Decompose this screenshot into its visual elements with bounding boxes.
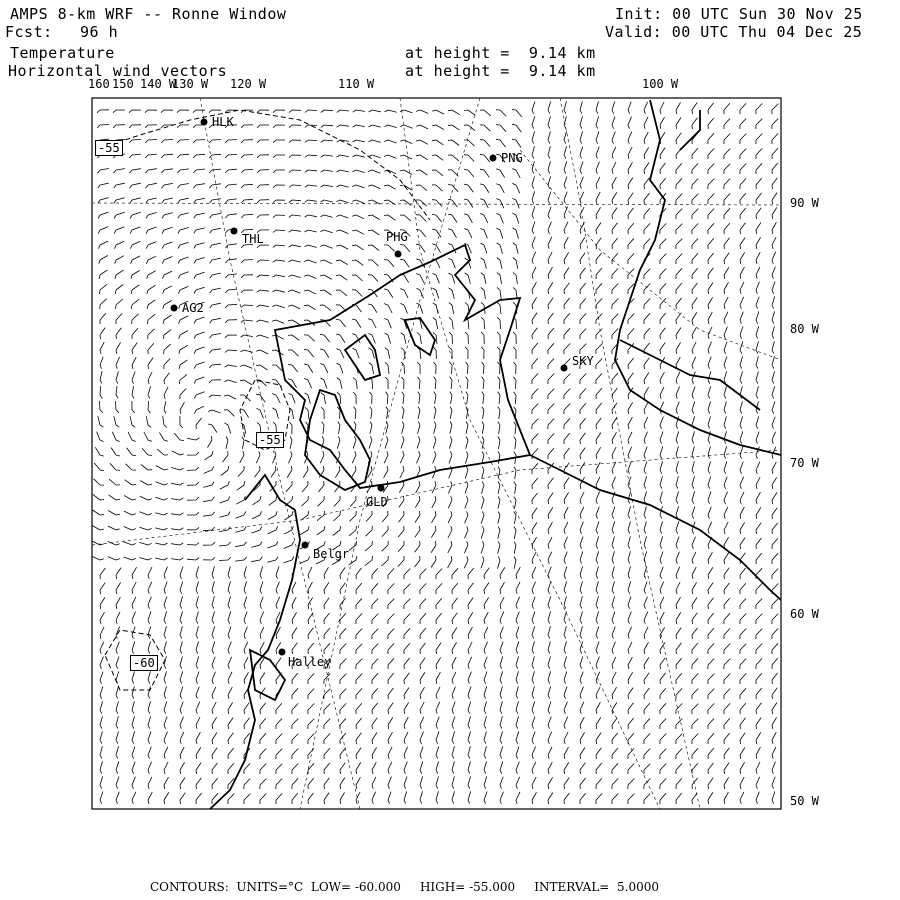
height-2: at height = 9.14 km xyxy=(405,62,596,80)
wind-vectors xyxy=(92,101,779,804)
lat-label: 70 W xyxy=(790,456,819,470)
valid-time: Valid: 00 UTC Thu 04 Dec 25 xyxy=(605,23,863,41)
lat-label: 60 W xyxy=(790,607,819,621)
station-label: THL xyxy=(242,232,264,246)
forecast-label: Fcst: xyxy=(5,23,53,41)
contour-label: -55 xyxy=(95,140,123,156)
contour-label: -60 xyxy=(130,655,158,671)
forecast-value: 96 h xyxy=(80,23,119,41)
station-label: GLD xyxy=(366,495,388,509)
contour-info: CONTOURS: UNITS=°C LOW= -60.000 HIGH= -55.000 INTERVAL= 5.0000 xyxy=(150,880,659,894)
lon-label: 130 W xyxy=(172,77,209,91)
graticule xyxy=(92,98,781,809)
field-wind-vectors: Horizontal wind vectors xyxy=(8,62,228,80)
station-label: PNG xyxy=(501,151,523,165)
model-title: AMPS 8-km WRF -- Ronne Window xyxy=(10,5,287,23)
station-label: AG2 xyxy=(182,301,204,315)
lon-label: 140 W xyxy=(140,77,177,91)
station-label: PHG xyxy=(386,230,408,244)
init-time: Init: 00 UTC Sun 30 Nov 25 xyxy=(615,5,863,23)
station-label: SKY xyxy=(572,354,594,368)
wind-vector-path xyxy=(92,101,779,804)
station-label: Halley xyxy=(288,655,332,669)
contour-label: -55 xyxy=(256,432,284,448)
height-1: at height = 9.14 km xyxy=(405,44,596,62)
station-label: Belgr xyxy=(313,547,350,561)
lat-label: 50 W xyxy=(790,794,819,808)
map-frame xyxy=(92,98,781,809)
station-markers xyxy=(171,119,568,656)
lat-label: 90 W xyxy=(790,196,819,210)
lon-label: 160 xyxy=(88,77,110,91)
lon-label: 150 xyxy=(112,77,134,91)
lon-label: 110 W xyxy=(338,77,375,91)
lat-label: 80 W xyxy=(790,322,819,336)
lon-label: 100 W xyxy=(642,77,679,91)
lon-label: 120 W xyxy=(230,77,267,91)
coastline xyxy=(210,100,781,809)
station-label: HLK xyxy=(212,115,234,129)
field-temperature: Temperature xyxy=(10,44,115,62)
temperature-contours xyxy=(95,110,430,690)
